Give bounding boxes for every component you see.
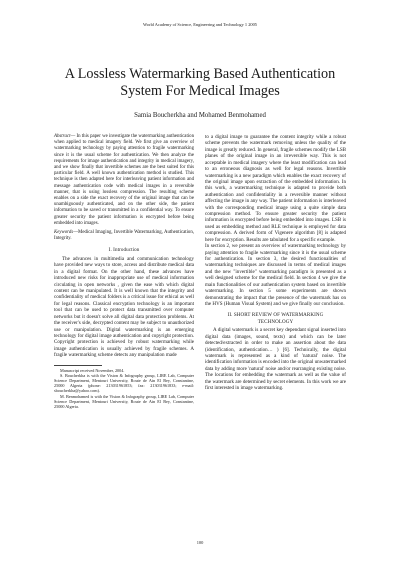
- introduction-paragraph: The advances in multimedia and communication technology have provided new ways to store, access and distribute medical data in a digital format. On the other hand, these advances have introduced new risks for inappropriate use of medical information circulating in open networks , given the ease with which digital content can be manipulated. It is well known that the integrity and confidentiality of medical folders is a critical issue for ethical as well for legal reasons. Classical encryption technology is an important tool that can be used to protect data transmitted over computer networks but it doesn't solve all digital data protection problems. At the receiver's side, decrypted content may be subject to unauthorized use or manipulation. Digital watermarking is an emerging technology for digital image authentication and copyright protection. Copyright protection is achieved by robust watermarking while image authentication is usually achieved by fragile schemes. A fragile watermarking scheme detects any manipulation made: [54, 255, 194, 359]
- section-heading-watermarking: [205, 312, 346, 325]
- footnote-author-2: M. Benmohamed is with the Vision & Infography group, LIRE Lab, Computer Science Department, Mentouri University, Route de Ain El Bey, Constantine, 25000 Algeria.: [54, 393, 194, 410]
- right-paragraph-1: to a digital image to guarantee the content integrity while a robust scheme prevents the watermark removing unless the quality of the image is greatly reduced. In general, fragile schemes modify the LSB planes of the original image in an irreversible way. This is not acceptable in medical imagery where the least modification can lead to an erroneous diagnosis as well for legal reasons. Invertible watermarking is a new paradigm which enables the exact recovery of the original image upon extraction of the embedded information. In this work, a watermarking technique is adapted to provide both authentication and confidentiality in a reversible manner without affecting the image in any way. The patient information is interleaved with the corresponding medical image using a quite simple data compression method. To ensure greater security the patient information is encrypted before being embedded into images. LSB is used as embedding method and RLE technique is employed for data compression. A derived form of Vigenere algorithm [8] is adapted here for encryption. Results are tabulated for a specific example.: [205, 134, 346, 243]
- title-line-1: A Lossless Watermarking Based Authentication: [64, 66, 336, 82]
- section-heading-line-1: II. SHORT REVIEW OF WATERMARKING: [227, 312, 324, 319]
- footnote-divider: [54, 365, 102, 366]
- keywords-label: Keywords: [54, 230, 74, 236]
- keywords: [54, 230, 194, 242]
- authors: Samia Boucherkha and Mohamed Benmohamed: [134, 112, 266, 119]
- footnote-received: Manuscript received November, 2004.: [60, 367, 125, 373]
- title-line-2: System For Medical Images: [120, 83, 280, 99]
- right-paragraph-2: In section 2, we present an overview of watermarking technology by paying attention to fragile watermarking since it is the usual scheme for authentication. In section 3, the desired functionalities of watermarking techniques are discussed in terms of medical images and the new "invertible" watermarking paradigm is presented as a well designed scheme for the medical field. In section 4 we give the main functionalities of our authentication system based on invertible watermarking. In section 5 some experiments are shown demonstrating the impact that the presence of the watermark has on the HVS (Human Visual System) and we give finally our conclusion.: [205, 243, 346, 307]
- right-column: [205, 134, 346, 391]
- page-number: 100: [196, 540, 204, 545]
- abstract: [54, 134, 194, 227]
- running-head: World Academy of Science, Engineering and Technology 1 2005: [143, 22, 257, 27]
- paper-title: [40, 66, 360, 100]
- footnote-author-1: S. Boucherkha is with the Vision & Infography group, LIRE Lab, Computer Science Department, Mentouri University, Route de Ain El Bey, Constantine, 25000 Algeria (phone: 213031961853; fax: 213031961833; e-mail: sboucherkha@yahoo.com).: [54, 372, 194, 394]
- abstract-text: — In this paper we investigate the watermarking authentication when applied to medical imagery field. We first give an overview of watermarking technology by paying attention to fragile watermarking since it is the usual scheme for authentication. We then analyze the requirements for image authentication and integrity in medical imagery, and we show finally that invertible schemes are the best suited for this particular field. A well known authentication method is studied. This technique is then adapted here for interleaving patient information and message authentication code with medical images in a reversible manner, that is using lossless compression. The resulting scheme enables on a side the exact recovery of the original image that can be unambiguously authenticated, and on the other side, the patient information to be saved or transmitted in a confidential way. To ensure greater security the patient information is encrypted before being embedded into images.: [54, 134, 194, 226]
- left-column: [54, 134, 194, 409]
- keywords-text: —Medical Imaging, Invertible Watermarking, Authentication, Integrity.: [54, 230, 194, 242]
- abstract-label: Abstract: [54, 134, 71, 139]
- section-heading-line-2: TECHNOLOGY: [257, 318, 294, 325]
- section-heading-introduction: I. Introduction: [108, 247, 140, 254]
- watermarking-paragraph: A digital watermark is a secret key dependant signal inserted into digital data (images, sound, texts) and which can be later detected/extracted in order to make an assertion about the data (identification, authentication… ) [6]. Technically, the digital watermark is represented as a kind of 'natural' noise. The identification information is encoded into the original unwatermarked data by adding more 'natural' noise and/or rearranging existing noise. The locations for embedding the watermark as well as the value of the watermark are determined by secret elements. In this work we are first interested in image watermarking.: [205, 327, 346, 392]
